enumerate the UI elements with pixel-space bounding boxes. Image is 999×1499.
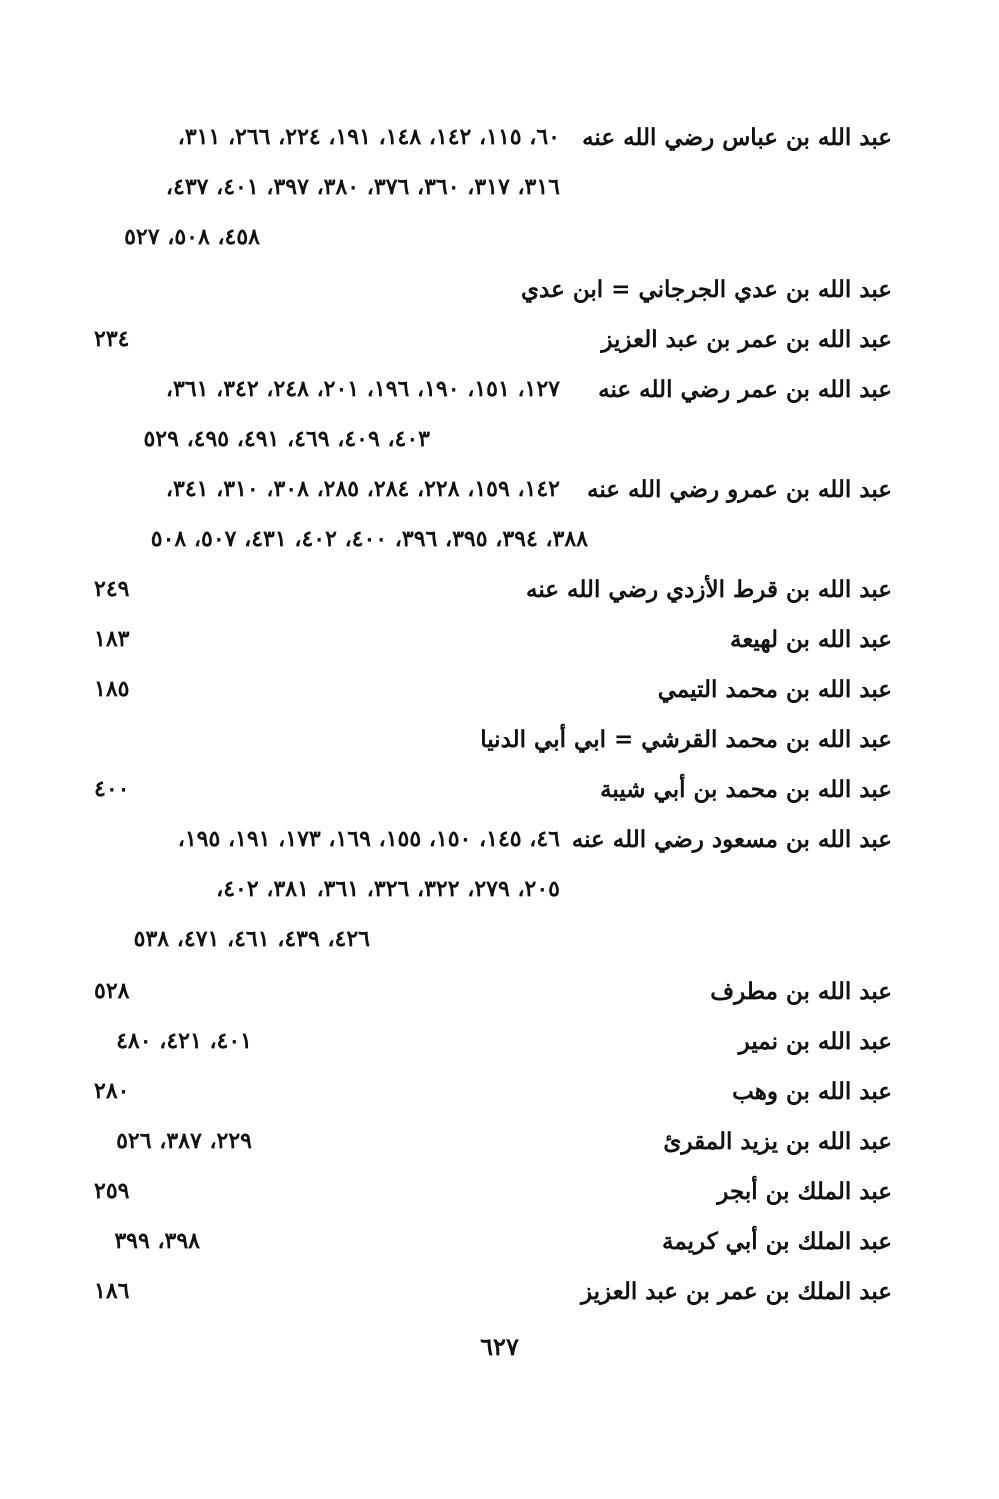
entry-name: عبد الله بن وهب (732, 1078, 892, 1105)
entry-pages: ٤٠١، ٤٢١، ٤٨٠ (116, 1028, 252, 1054)
index-entry-continuation (80, 870, 900, 920)
index-entry (80, 320, 900, 370)
entry-pages: ٢٠٥، ٢٧٩، ٣٢٢، ٣٢٦، ٣٦١، ٣٨١، ٤٠٢، (216, 876, 560, 902)
index-entry (80, 1072, 900, 1122)
index-entry (80, 972, 900, 1022)
entry-name: عبد الله بن نمير (738, 1028, 892, 1055)
entry-pages: ١٤٢، ١٥٩، ٢٢٨، ٢٨٤، ٢٨٥، ٣٠٨، ٣١٠، ٣٤١، (165, 476, 560, 502)
entry-name: عبد الله بن مسعود رضي الله عنه (571, 826, 892, 853)
index-entry (80, 1222, 900, 1272)
entry-pages: ٣٩٨، ٣٩٩ (114, 1228, 200, 1254)
entry-pages: ٦٠، ١١٥، ١٤٢، ١٤٨، ١٩١، ٢٢٤، ٢٦٦، ٣١١، (177, 124, 560, 150)
entry-name: عبد الله بن عمر رضي الله عنه (598, 376, 892, 403)
entry-name: عبد الملك بن عمر بن عبد العزيز (580, 1278, 892, 1305)
entry-name: عبد الله بن عباس رضي الله عنه (582, 124, 892, 151)
entry-pages: ٤٥٨، ٥٠٨، ٥٢٧ (124, 224, 260, 250)
entry-name: عبد الله بن قرط الأزدي رضي الله عنه (525, 576, 892, 603)
index-entry-continuation (80, 520, 900, 570)
entry-name: عبد الله بن محمد بن أبي شيبة (600, 776, 892, 803)
entry-pages: ٤٢٦، ٤٣٩، ٤٦١، ٤٧١، ٥٣٨ (133, 926, 370, 952)
index-entry (80, 1172, 900, 1222)
entry-name: عبد الله بن محمد التيمي (657, 676, 892, 703)
index-entry-continuation (80, 920, 900, 970)
entry-pages: ١٨٦ (94, 1278, 130, 1304)
entry-pages: ٢٥٩ (94, 1178, 130, 1204)
entry-name: عبد الله بن لهيعة (730, 626, 892, 653)
entry-pages: ٢٢٩، ٣٨٧، ٥٢٦ (116, 1128, 252, 1154)
page-number: ٦٢٧ (480, 1332, 519, 1361)
index-entry (80, 720, 900, 770)
index-entry (80, 470, 900, 520)
entry-name: عبد الملك بن أبجر (717, 1178, 892, 1205)
index-entry (80, 820, 900, 870)
index-entry (80, 1122, 900, 1172)
entry-pages: ٣٨٨، ٣٩٤، ٣٩٥، ٣٩٦، ٤٠٠، ٤٠٢، ٤٣١، ٥٠٧، ٥٠٨ (150, 526, 588, 552)
index-entry-continuation (80, 420, 900, 470)
entry-pages: ٢٤٩ (94, 576, 130, 602)
index-entry (80, 620, 900, 670)
index-entry (80, 270, 900, 320)
index-entry (80, 770, 900, 820)
index-entry (80, 670, 900, 720)
entry-pages: ٤٠٠ (94, 776, 130, 802)
entry-name: عبد الله بن عمر بن عبد العزيز (601, 326, 892, 353)
entry-name: عبد الملك بن أبي كريمة (662, 1228, 892, 1255)
entry-pages: ٢٨٠ (94, 1078, 130, 1104)
entry-pages: ٥٢٨ (94, 978, 130, 1004)
entry-name: عبد الله بن يزيد المقرئ (663, 1128, 892, 1155)
index-entry (80, 570, 900, 620)
entry-name: عبد الله بن محمد القرشي = ابي أبي الدنيا (480, 726, 892, 753)
index-entry-continuation (80, 168, 900, 218)
entry-pages: ٢٣٤ (94, 326, 130, 352)
entry-name: عبد الله بن مطرف (710, 978, 892, 1005)
index-entry (80, 1022, 900, 1072)
entry-pages: ٣١٦، ٣١٧، ٣٦٠، ٣٧٦، ٣٨٠، ٣٩٧، ٤٠١، ٤٣٧، (165, 174, 560, 200)
index-entry (80, 370, 900, 420)
entry-pages: ١٨٣ (94, 626, 130, 652)
entry-pages: ١٢٧، ١٥١، ١٩٠، ١٩٦، ٢٠١، ٢٤٨، ٣٤٢، ٣٦١، (165, 376, 560, 402)
entry-pages: ١٨٥ (94, 676, 130, 702)
index-entry (80, 118, 900, 168)
entry-pages: ٤٦، ١٤٥، ١٥٠، ١٥٥، ١٦٩، ١٧٣، ١٩١، ١٩٥، (177, 826, 560, 852)
index-entry-continuation (80, 218, 900, 268)
entry-name: عبد الله بن عدي الجرجاني = ابن عدي (521, 276, 892, 303)
index-entry (80, 1272, 900, 1322)
entry-name: عبد الله بن عمرو رضي الله عنه (587, 476, 892, 503)
entry-pages: ٤٠٣، ٤٠٩، ٤٦٩، ٤٩١، ٤٩٥، ٥٢٩ (143, 426, 430, 452)
